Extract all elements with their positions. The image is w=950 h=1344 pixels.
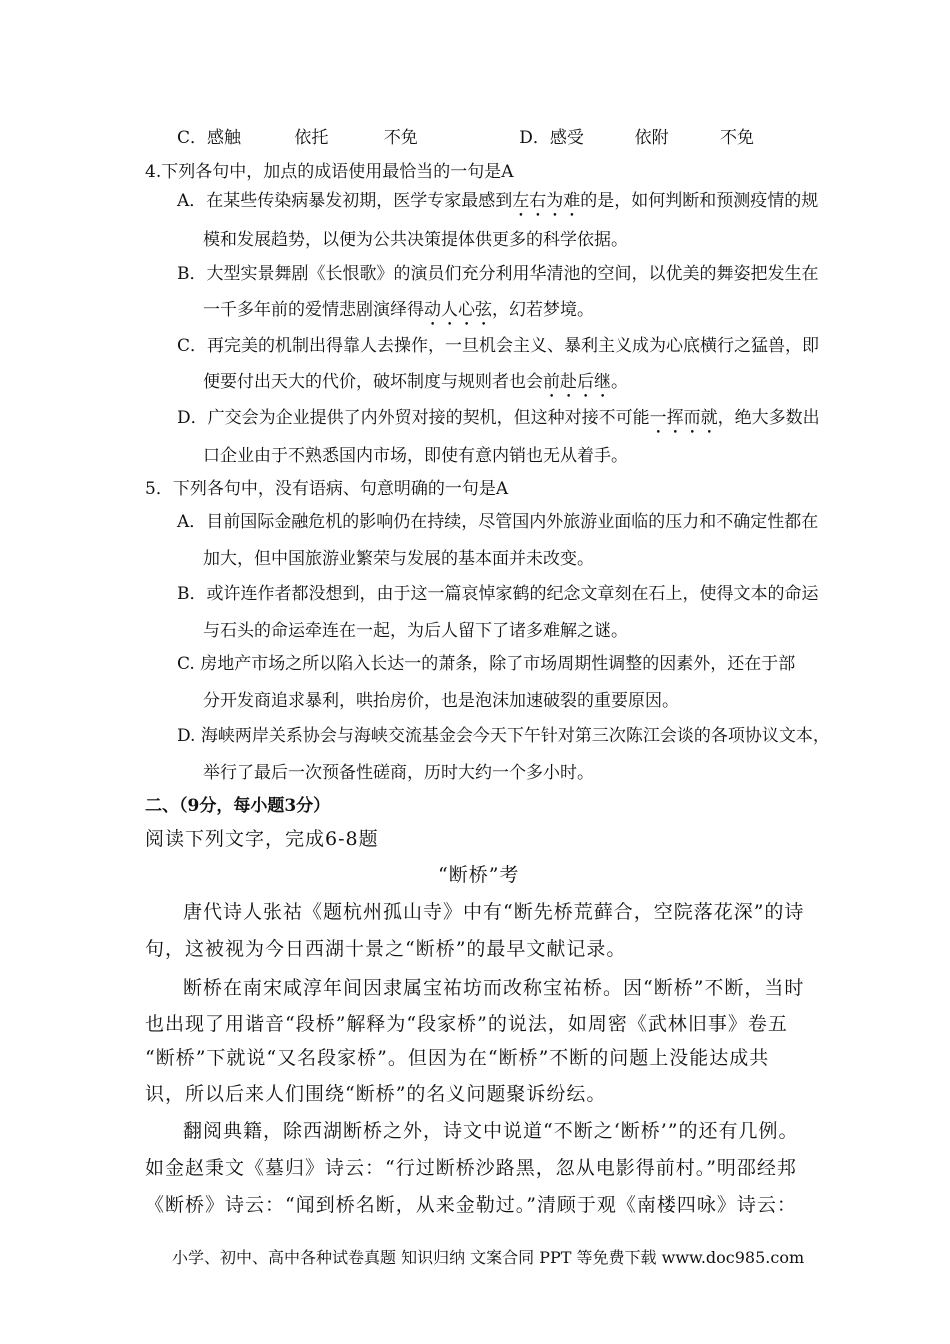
q4-option-b-line2 xyxy=(203,299,594,330)
q4-option-c-line1: C．再完美的机制出得靠人去操作，一旦机会主义、暴利主义成为心底横行之猛兽，即 xyxy=(177,336,820,356)
article-line: 断桥在南宋咸淳年间因隶属宝祐坊而改称宝祐桥。因“断桥”不断，当时 xyxy=(183,977,805,999)
q4-option-d-line1 xyxy=(177,407,820,438)
q3-option-d: D．感受 xyxy=(519,128,584,148)
q3-options-line xyxy=(177,127,754,149)
q5-stem: 5．下列各句中，没有语病、句意明确的一句是A xyxy=(145,479,509,499)
q4-b-text: 一千多年前的爱情悲剧演绎得 xyxy=(203,300,424,320)
q5-option-b-line2: 与石头的命运牵连在一起，为后人留下了诸多难解之谜。 xyxy=(203,621,628,641)
q4-option-d-line2: 口企业由于不熟悉国内市场，即使有意内销也无从着手。 xyxy=(203,446,628,466)
q3-option-c: C．感触 xyxy=(177,128,242,148)
q5-option-d-line1: D. 海峡两岸关系协会与海峡交流基金会今天下午针对第三次陈江会谈的各项协议文本， xyxy=(177,726,830,746)
article-line: 识，所以后来人们围绕“断桥”的名义问题聚诉纷纭。 xyxy=(145,1083,607,1105)
article-line: “断桥”下就说“又名段家桥”。但因为在“断桥”不断的问题上没能达成共 xyxy=(145,1047,770,1069)
q4-stem: 4.下列各句中，加点的成语使用最恰当的一句是A xyxy=(145,162,514,182)
section2-instruction: 阅读下列文字，完成6-8题 xyxy=(145,828,379,850)
q5-option-a-line1: A．目前国际金融危机的影响仍在持续，尽管国内外旅游业面临的压力和不确定性都在 xyxy=(177,512,819,532)
q3-option-d-word2: 依附 xyxy=(634,128,669,148)
q5-option-c-line2: 分开发商追求暴利，哄抬房价，也是泡沫加速破裂的重要原因。 xyxy=(203,691,679,711)
article-line: 如金赵秉文《墓归》诗云：“行过断桥沙路黑，忽从电影得前村。”明邵经邦 xyxy=(145,1157,797,1179)
q3-option-c-word3: 不免 xyxy=(383,128,418,148)
q4-d-text: D．广交会为企业提供了内外贸对接的契机，但这种对接不可能 xyxy=(177,408,650,428)
q4-option-b-line1: B．大型实景舞剧《长恨歌》的演员们充分利用华清池的空间，以优美的舞姿把发生在 xyxy=(177,264,819,284)
q4-option-a-line1 xyxy=(177,190,818,221)
q5-option-c-line1: C. 房地产市场之所以陷入长达一的萧条，除了市场周期性调整的因素外，还在于部 xyxy=(177,654,796,674)
q4-d-idiom: 一挥而就 xyxy=(649,408,718,428)
section2-heading: 二、（9分，每小题3分） xyxy=(145,796,331,816)
article-line: 《断桥》诗云：“闻到桥名断，从来金勒过。”清顾于观《南楼四咏》诗云： xyxy=(145,1194,797,1216)
q4-a-text: A．在某些传染病暴发初期，医学专家最感到 xyxy=(177,191,513,211)
q5-option-a-line2: 加大，但中国旅游业繁荣与发展的基本面并未改变。 xyxy=(203,549,594,569)
q4-b-text-post: ，幻若梦境。 xyxy=(492,300,594,320)
q4-c-text-post: 。 xyxy=(611,372,628,392)
q3-option-d-word3: 不免 xyxy=(720,128,755,148)
q4-a-idiom: 左右为难 xyxy=(512,191,581,211)
article-line: 也出现了用谐音“段桥”解释为“段家桥”的说法，如周密《武林旧事》卷五 xyxy=(145,1013,788,1035)
article-line: 句，这被视为今日西湖十景之“断桥”的最早文献记录。 xyxy=(145,938,627,960)
q4-c-text: 便要付出天大的代价，破坏制度与规则者也会 xyxy=(203,372,543,392)
article-title: “断桥”考 xyxy=(438,864,520,886)
q5-option-d-line2: 举行了最后一次预备性磋商，历时大约一个多小时。 xyxy=(203,763,594,783)
q4-c-idiom: 前赴后继 xyxy=(543,372,611,392)
q5-option-b-line1: B．或许连作者都没想到，由于这一篇哀悼家鹤的纪念文章刻在石上，使得文本的命运 xyxy=(177,584,819,604)
article-line: 唐代诗人张祜《题杭州孤山寺》中有“断先桥荒藓合，空院落花深”的诗 xyxy=(183,901,805,923)
q4-option-c-line2 xyxy=(203,371,628,402)
q4-option-a-line2: 模和发展趋势，以便为公共决策提体供更多的科学依据。 xyxy=(203,230,628,250)
article-line: 翻阅典籍，除西湖断桥之外，诗文中说道“不断之‘断桥’”的还有几例。 xyxy=(183,1120,799,1142)
q3-option-c-word2: 依托 xyxy=(294,128,329,148)
q4-b-idiom: 动人心弦 xyxy=(424,300,492,320)
q4-d-text-post: ，绝大多数出 xyxy=(717,408,820,428)
page-footer: 小学、初中、高中各种试卷真题 知识归纳 文案合同 PPT 等免费下载 www.doc985.com xyxy=(172,1248,805,1267)
q4-a-text-post: 的是，如何判断和预测疫情的规 xyxy=(580,191,819,211)
